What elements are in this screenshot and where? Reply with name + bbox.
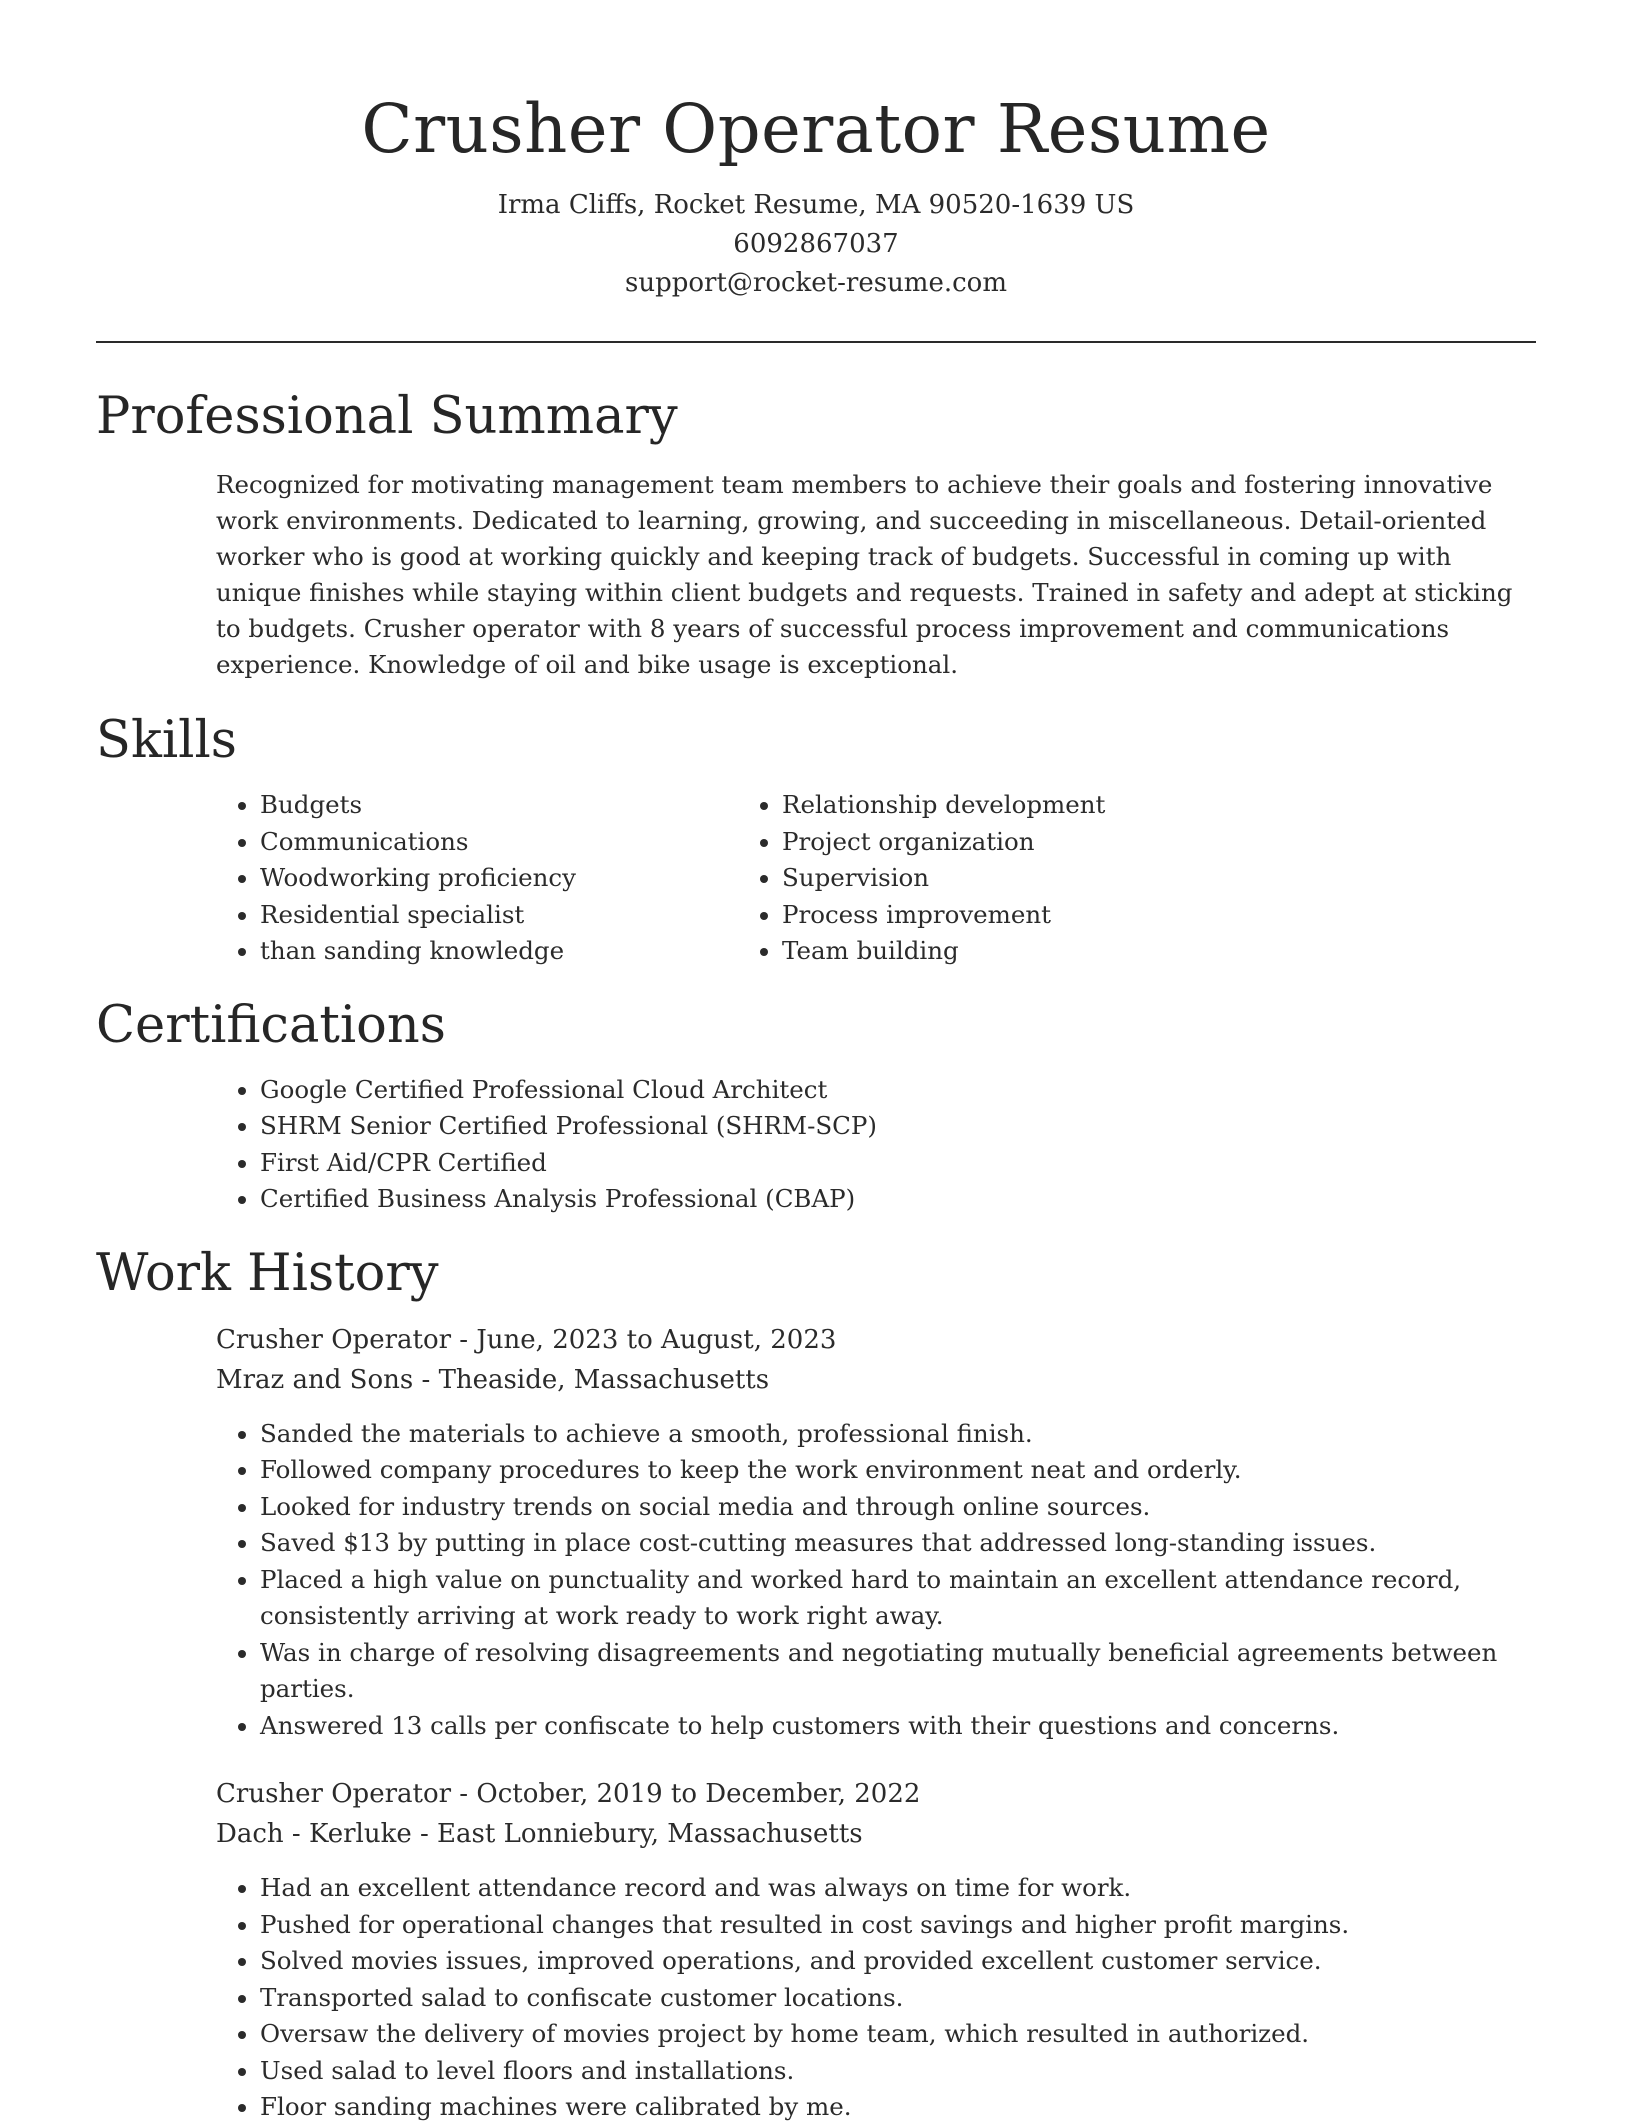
job-bullet: • Sanded the materials to achieve a smooth, professional finish. xyxy=(260,1416,1536,1453)
job-bullet: • Looked for industry trends on social media and through online sources. xyxy=(260,1489,1536,1526)
section-heading-summary: Professional Summary xyxy=(96,387,678,446)
certification-item: • First Aid/CPR Certified xyxy=(260,1145,1536,1182)
skills-columns xyxy=(96,787,1536,970)
job-employer: Dach - Kerluke xyxy=(216,1819,412,1849)
contact-email: support@rocket-resume.com xyxy=(624,268,1007,298)
job-dates: October, 2019 to December, 2022 xyxy=(476,1779,921,1809)
separator: - xyxy=(451,1779,477,1809)
job-title: Crusher Operator xyxy=(216,1324,452,1355)
skill-item: • Team building xyxy=(782,933,1105,970)
job-employer-line xyxy=(216,1814,1536,1854)
certification-item: • Certified Business Analysis Professional (CBAP) xyxy=(260,1181,1536,1218)
job-bullet: • Had an excellent attendance record and was always on time for work. xyxy=(260,1870,1536,1907)
skills-column-2 xyxy=(762,787,1105,970)
job-title-line xyxy=(216,1320,1536,1360)
separator: - xyxy=(411,1819,438,1849)
resume-header xyxy=(96,0,1536,303)
contact-address: Irma Cliffs, Rocket Resume, MA 90520-1639 US xyxy=(497,190,1135,220)
section-heading-certifications: Certifications xyxy=(96,995,446,1055)
certification-item: • SHRM Senior Certified Professional (SHRM-SCP) xyxy=(260,1108,1536,1145)
job-bullet: • Pushed for operational changes that resulted in cost savings and higher profit margins. xyxy=(260,1907,1536,1944)
job-bullet: • Placed a high value on punctuality and worked hard to maintain an excellent attendance record, consistently arriving at work ready to work right away. xyxy=(260,1562,1536,1635)
job-title: Crusher Operator xyxy=(216,1779,452,1809)
skill-item: • Relationship development xyxy=(782,787,1105,824)
certifications-list xyxy=(96,1072,1536,1218)
separator: - xyxy=(451,1324,477,1355)
job-bullet: • Transported salad to confiscate customer locations. xyxy=(260,1980,1536,2017)
summary-text: Recognized for motivating management team members to achieve their goals and fostering innovative work environments. Dedicated to learning, growing, and succeeding in miscellaneous. Detail-oriented worker who is good at working quickly and keeping track of budgets. Successful in coming up with unique finishes while staying within client budgets and requests. Trained in safety and adept at sticking to budgets. Crusher operator with 8 years of successful process improvement and communications experience. Knowledge of oil and bike usage is exceptional. xyxy=(216,470,1513,679)
job-entry xyxy=(216,1320,1536,1745)
skills-column-1 xyxy=(96,787,746,970)
skill-item: • Process improvement xyxy=(782,897,1105,934)
skills-section xyxy=(96,709,1536,970)
resume-page xyxy=(96,0,1536,2126)
job-employer: Mraz and Sons xyxy=(216,1364,414,1395)
skill-item: • Residential specialist xyxy=(260,897,746,934)
job-employer-line xyxy=(216,1360,1536,1400)
job-location: Theaside, Massachusetts xyxy=(438,1364,770,1395)
job-bullet: • Answered 13 calls per confiscate to help customers with their questions and concerns. xyxy=(260,1708,1536,1745)
job-bullets xyxy=(216,1870,1536,2126)
job-bullet: • Used salad to level floors and installations. xyxy=(260,2053,1536,2090)
skill-item: • Woodworking proficiency xyxy=(260,860,746,897)
job-dates: June, 2023 to August, 2023 xyxy=(476,1324,837,1355)
job-bullets xyxy=(216,1416,1536,1745)
skill-item: • Supervision xyxy=(782,860,1105,897)
job-location: East Lonniebury, Massachusetts xyxy=(437,1819,863,1849)
job-bullet: • Saved $13 by putting in place cost-cutting measures that addressed long-standing issues. xyxy=(260,1525,1536,1562)
skill-item: • Budgets xyxy=(260,787,746,824)
resume-title: Crusher Operator Resume xyxy=(361,90,1271,168)
job-bullet: • Solved movies issues, improved operations, and provided excellent customer service. xyxy=(260,1943,1536,1980)
skill-item: • than sanding knowledge xyxy=(260,933,746,970)
separator: - xyxy=(413,1364,439,1395)
certifications-section xyxy=(96,994,1536,1218)
summary-section xyxy=(96,385,1536,683)
certification-item: • Google Certified Professional Cloud Architect xyxy=(260,1072,1536,1109)
job-bullet: • Oversaw the delivery of movies project by home team, which resulted in authorized. xyxy=(260,2016,1536,2053)
section-heading-skills: Skills xyxy=(96,711,237,770)
header-divider xyxy=(96,341,1536,343)
skill-item: • Communications xyxy=(260,824,746,861)
job-bullet: • Was in charge of resolving disagreements and negotiating mutually beneficial agreements between parties. xyxy=(260,1635,1536,1708)
section-heading-work-history: Work History xyxy=(96,1243,439,1303)
job-entry xyxy=(216,1774,1536,2126)
job-title-line xyxy=(216,1774,1536,1814)
contact-block xyxy=(96,186,1536,303)
job-bullet: • Floor sanding machines were calibrated by me. xyxy=(260,2089,1536,2126)
job-bullet: • Followed company procedures to keep the work environment neat and orderly. xyxy=(260,1452,1536,1489)
skill-item: • Project organization xyxy=(782,824,1105,861)
contact-phone: 6092867037 xyxy=(733,229,899,259)
work-history-section xyxy=(96,1242,1536,2126)
